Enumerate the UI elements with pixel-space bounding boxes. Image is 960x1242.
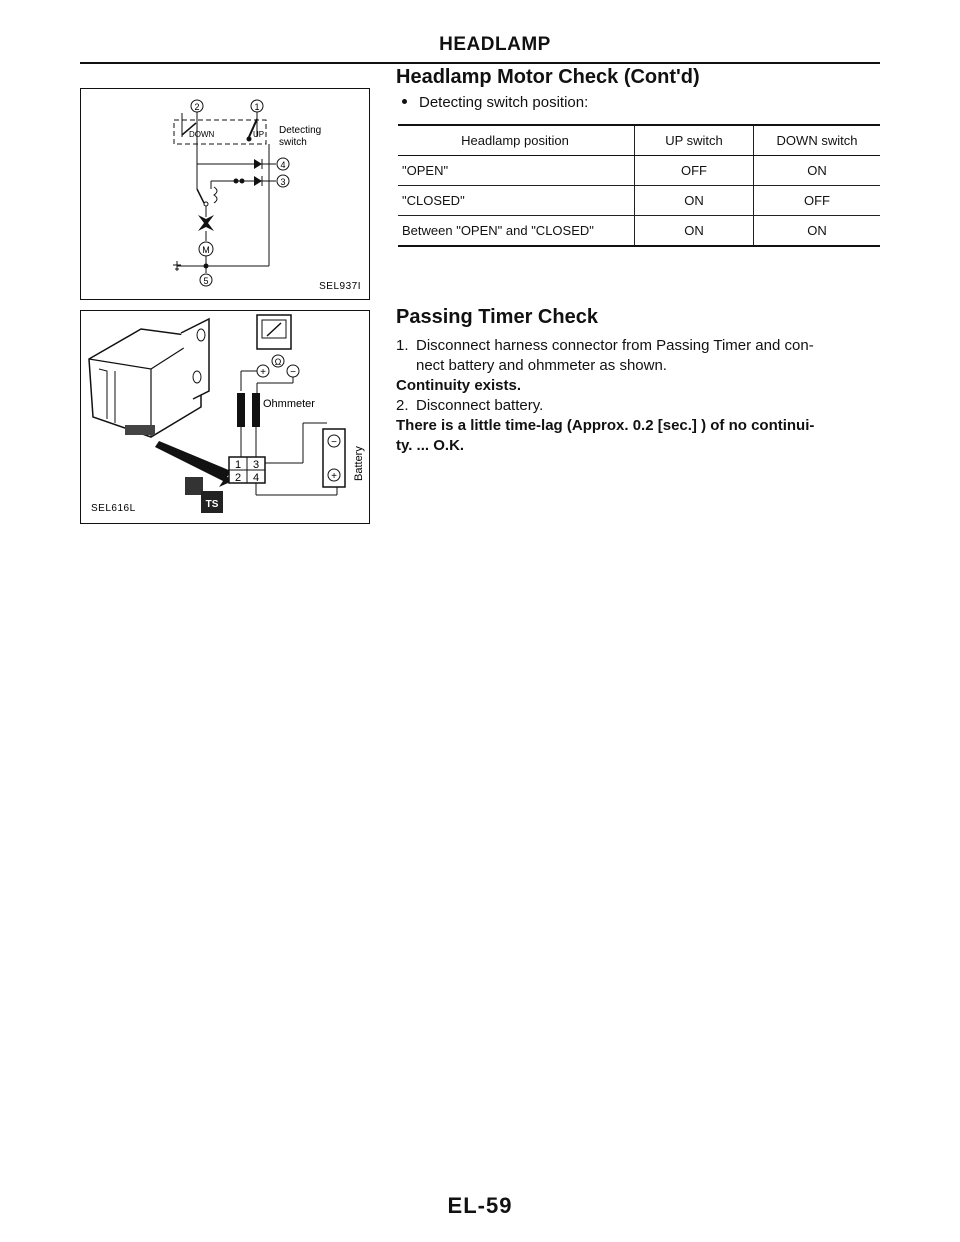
- battery-plus: +: [331, 471, 337, 482]
- ts-icon: TS: [205, 499, 219, 510]
- page-header: HEADLAMP: [439, 34, 551, 55]
- plus-terminal: +: [260, 367, 266, 378]
- header-down-switch: DOWN switch: [754, 125, 881, 156]
- terminal-2-label: 2: [194, 102, 200, 112]
- cell-down: ON: [754, 156, 881, 186]
- ohmmeter-label: Ohmmeter: [263, 398, 315, 410]
- timer-check-illustration: [81, 311, 369, 523]
- switch-circuit-figure: [80, 88, 370, 300]
- cell-down: ON: [754, 216, 881, 247]
- table-header-row: [398, 125, 880, 156]
- cell-position: "OPEN": [398, 156, 635, 186]
- pin-2: 2: [234, 472, 242, 484]
- minus-terminal: −: [290, 367, 296, 378]
- terminal-5-label: 5: [203, 276, 209, 286]
- timer-check-steps: [396, 336, 882, 456]
- result-2-continuation: ty. ... O.K.: [396, 437, 465, 454]
- up-label: UP: [253, 130, 265, 139]
- cell-up: ON: [635, 186, 754, 216]
- bullet-text: Detecting switch position:: [419, 94, 589, 111]
- step-1-number: 1.: [396, 337, 409, 354]
- step-2-text: Disconnect battery.: [416, 397, 544, 414]
- detecting-label: Detecting: [279, 125, 322, 136]
- step-1: [396, 336, 882, 356]
- page-number: EL-59: [447, 1193, 513, 1218]
- timer-check-title: Passing Timer Check: [396, 306, 598, 328]
- cell-down: OFF: [754, 186, 881, 216]
- result-2: There is a little time-lag (Approx. 0.2 [sec.] ) of no continui-: [396, 417, 815, 434]
- switch-label: switch: [279, 137, 307, 148]
- switch-circuit-diagram: [81, 89, 369, 299]
- switch-position-table: [398, 124, 880, 247]
- step-2: [396, 396, 882, 416]
- result-1: Continuity exists.: [396, 377, 522, 394]
- header-rule: [80, 62, 880, 64]
- cell-position: "CLOSED": [398, 186, 635, 216]
- figure-code: SEL616L: [91, 503, 136, 514]
- pin-1: 1: [234, 459, 242, 471]
- table-row: [398, 156, 880, 186]
- timer-check-figure: [80, 310, 370, 524]
- terminal-4-label: 4: [280, 160, 286, 170]
- table-row: [398, 216, 880, 247]
- step-1-text: Disconnect harness connector from Passing Timer and con-: [416, 337, 814, 354]
- cell-up: ON: [635, 216, 754, 247]
- down-label: DOWN: [189, 130, 215, 139]
- terminal-3-label: 3: [280, 177, 286, 187]
- pin-4: 4: [252, 472, 260, 484]
- table-row: [398, 186, 880, 216]
- motor-label: M: [202, 245, 210, 255]
- header-headlamp-position: Headlamp position: [398, 125, 635, 156]
- motor-check-title: Headlamp Motor Check (Cont'd): [396, 66, 700, 88]
- battery-label: Battery: [353, 446, 365, 481]
- pin-3: 3: [252, 459, 260, 471]
- step-2-number: 2.: [396, 397, 409, 414]
- cell-up: OFF: [635, 156, 754, 186]
- ohm-symbol: Ω: [274, 357, 282, 367]
- cell-position: Between "OPEN" and "CLOSED": [398, 216, 635, 247]
- step-1-continuation: nect battery and ohmmeter as shown.: [416, 357, 667, 374]
- terminal-1-label: 1: [254, 102, 260, 112]
- battery-minus: −: [331, 437, 337, 448]
- bullet-item: [398, 94, 588, 111]
- figure-code: SEL937I: [319, 281, 361, 292]
- bullet-dot: [402, 99, 407, 104]
- header-up-switch: UP switch: [635, 125, 754, 156]
